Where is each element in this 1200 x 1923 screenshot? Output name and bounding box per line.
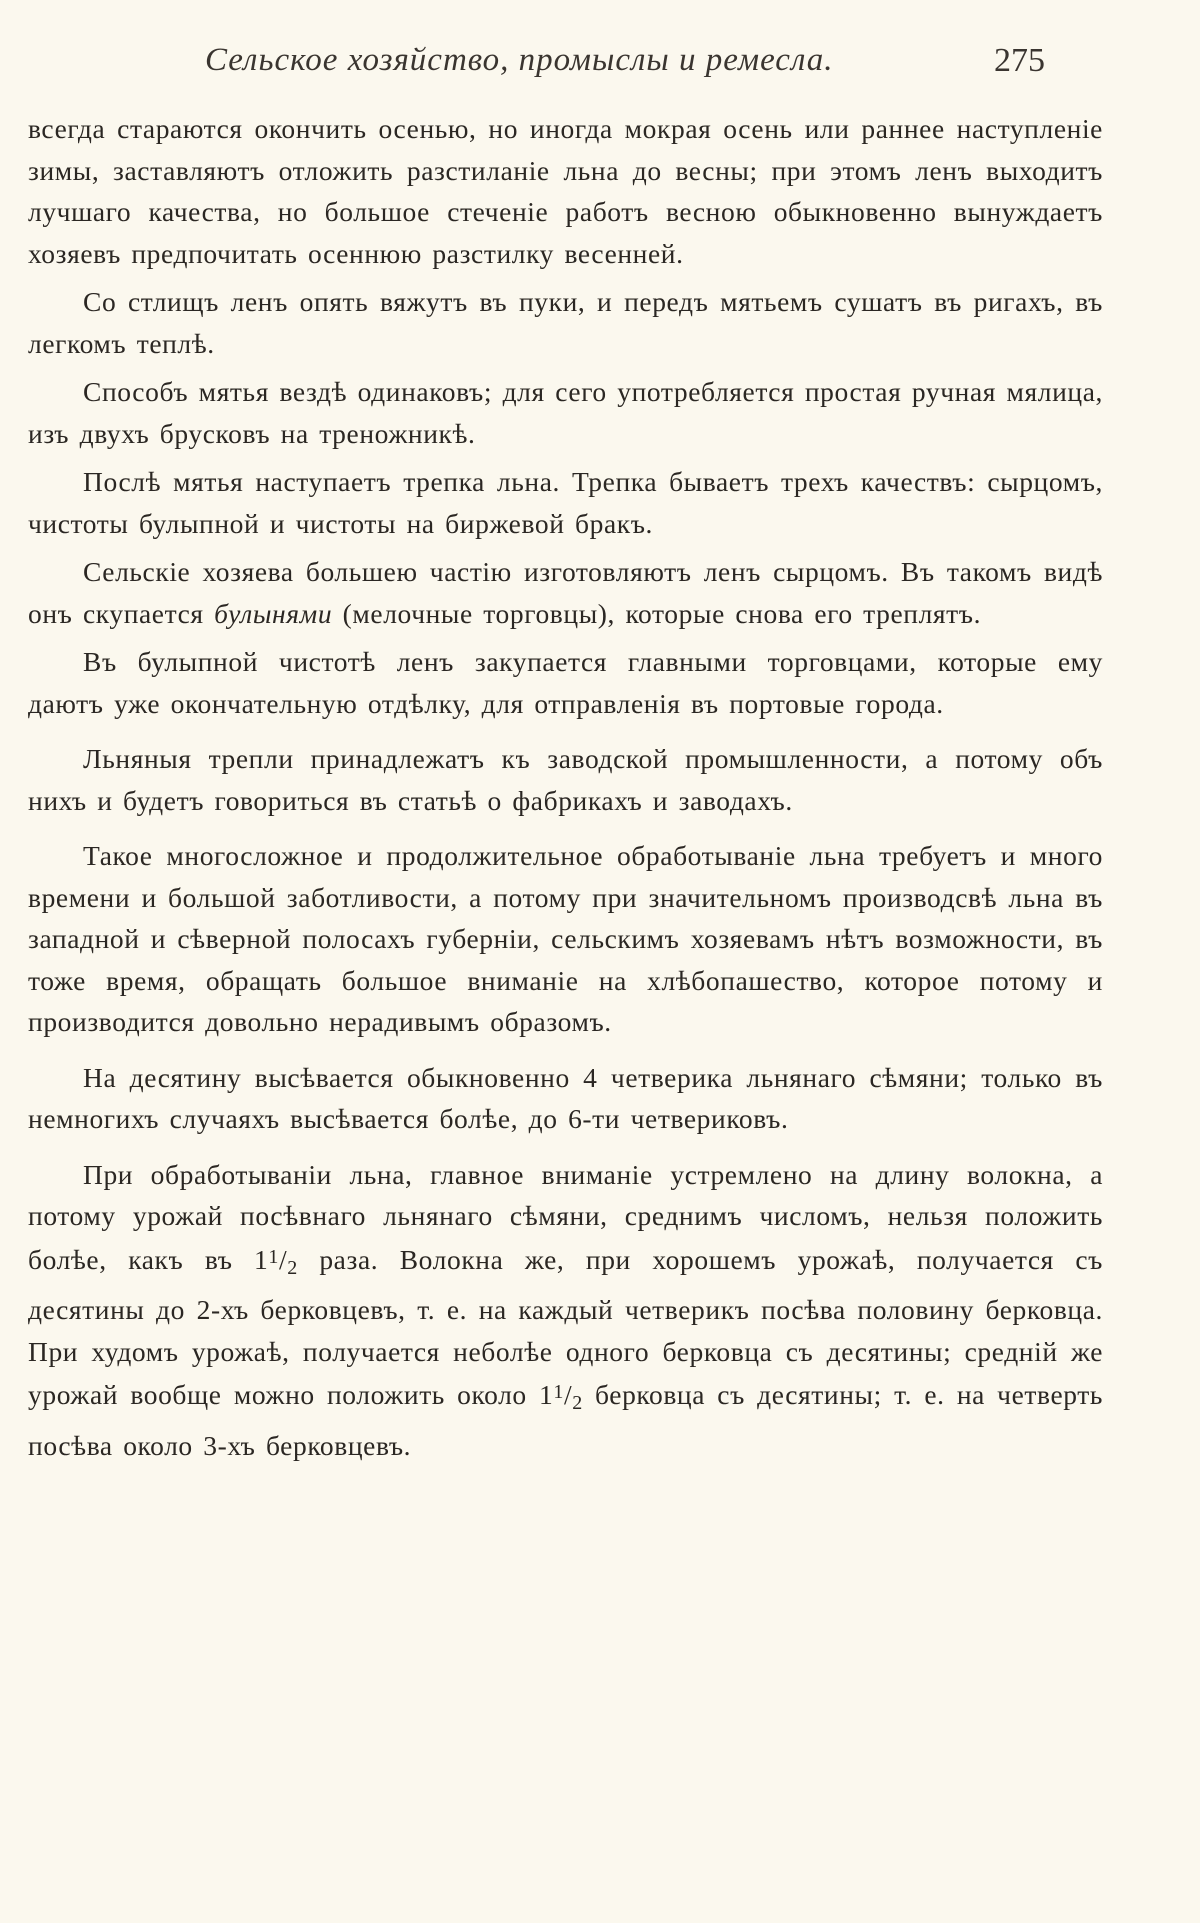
fraction-one-half-b-denominator: 2 xyxy=(572,1392,583,1414)
fraction-one-half-b-numerator: 1 xyxy=(553,1381,564,1403)
fraction-one-half-b-separator: / xyxy=(563,1379,573,1410)
paragraph-10-text-a: При обработываніи льна, главное вниманіе устремлено на длину волокна, а потому урожай посѣвнаго льнянаго сѣмяни, среднимъ числомъ, нельзя положить болѣе, какъ въ 1 xyxy=(28,1158,1103,1275)
paragraph-3: Способъ мятья вездѣ одинаковъ; для сего употребляется простая ручная мялица, изъ двухъ брусковъ на треножникѣ. xyxy=(28,376,1103,449)
paragraph-4: Послѣ мятья наступаетъ трепка льна. Трепка бываетъ трехъ качествъ: сырцомъ, чистоты булыпной и чистоты на биржевой бракъ. xyxy=(28,466,1103,539)
paragraph-2: Со стлищъ ленъ опять вяжутъ въ пуки, и передъ мятьемъ сушатъ въ ригахъ, въ легкомъ теплѣ. xyxy=(28,286,1103,359)
paragraph-5-text-b: (мелочные торговцы), которые снова его треплятъ. xyxy=(332,597,982,629)
page-header xyxy=(205,42,1045,88)
paragraph-1: всегда стараются окончить осенью, но иногда мокрая осень или раннее наступленіе зимы, заставляютъ отложить разстиланіе льна до весны; при этомъ ленъ выходитъ лучшаго качества, но большое стеченіе работъ весною обыкновенно вынуждаетъ хозяевъ предпочитать осеннюю разстилку весенней. xyxy=(28,113,1103,269)
paragraph-7: Льняныя трепли принадлежатъ къ заводской промышленности, а потому объ нихъ и будетъ говориться въ статьѣ о фабрикахъ и заводахъ. xyxy=(28,743,1103,816)
fraction-one-half-a-denominator: 2 xyxy=(287,1256,298,1279)
page-number: 275 xyxy=(994,42,1045,79)
fraction-one-half-a-numerator: 1 xyxy=(268,1245,279,1268)
body-text xyxy=(28,108,1103,1473)
paragraph-5-text-a: Сельскіе хозяева большею частію изготовляютъ ленъ сырцомъ. Въ такомъ видѣ онъ скупается xyxy=(28,556,1103,629)
emphasis-bulyni: булынями xyxy=(214,597,333,629)
paragraph-10 xyxy=(28,1154,1103,1467)
paragraph-5 xyxy=(28,551,1103,634)
running-title: Сельское хозяйство, промыслы и ремесла. xyxy=(205,42,834,78)
paragraph-10-text-b: раза. Волокна же, при хорошемъ урожаѣ, получается съ десятины до 2-хъ берковцевъ, т. е. на каждый четверикъ посѣва половину берковца. При худомъ урожаѣ, получается неболѣе одного берковца съ десятины; средній же урожай вообще можно положить около 1 xyxy=(28,1243,1103,1410)
paragraph-6: Въ булыпной чистотѣ ленъ закупается главными торговцами, которые ему даютъ уже окончательную отдѣлку, для отправленія въ портовые города. xyxy=(28,646,1103,719)
paragraph-9: На десятину высѣвается обыкновенно 4 четверика льнянаго сѣмяни; только въ немногихъ случаяхъ высѣвается болѣе, до 6-ти четвериковъ. xyxy=(28,1061,1103,1134)
fraction-one-half-a-separator: / xyxy=(278,1243,288,1275)
paragraph-10-text-c: берковца съ десятины; т. е. на четверть посѣва около 3-хъ берковцевъ. xyxy=(28,1379,1104,1461)
paragraph-8: Такое многосложное и продолжительное обработываніе льна требуетъ и много времени и большой заботливости, а потому при значительномъ производсвѣ льна въ западной и сѣверной полосахъ губерніи, сельскимъ хозяевамъ нѣтъ возможности, въ тоже время, обращать большое вниманіе на хлѣбопашество, которое потому и производится довольно нерадивымъ образомъ. xyxy=(28,840,1103,1037)
